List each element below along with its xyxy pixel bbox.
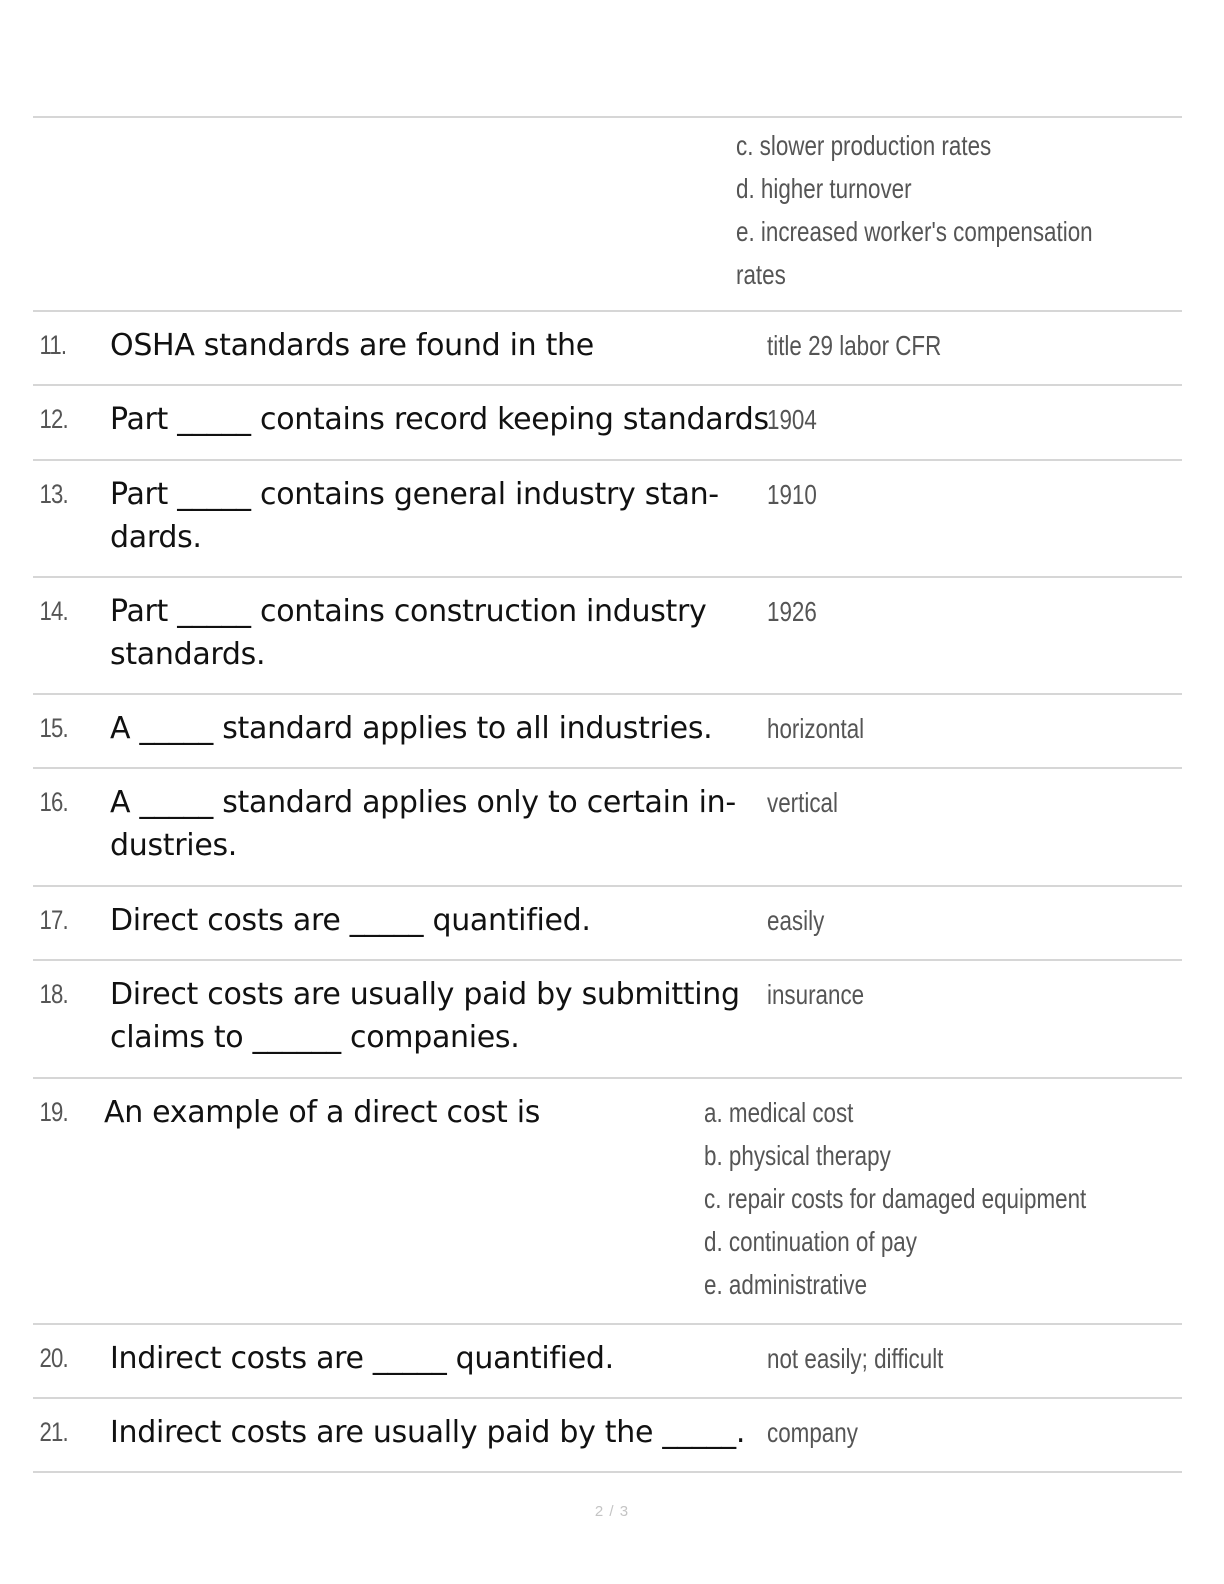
row-number: 20. — [39, 1343, 68, 1373]
answer-line: 1904 — [767, 404, 817, 435]
row-number: 19. — [39, 1097, 68, 1127]
row-question: Part _____ contains general industry stan-dards. — [110, 477, 719, 555]
answer-line: e. administrative — [704, 1269, 868, 1300]
row-answer — [767, 961, 1099, 1016]
answer-line: easily — [767, 905, 825, 936]
row-answer — [704, 1079, 1086, 1306]
answer-line: rates — [736, 259, 787, 290]
row-question: Direct costs are usually paid by submitting claims to ______ companies. — [110, 977, 740, 1055]
table-row — [33, 1323, 1182, 1397]
row-answer — [767, 461, 1099, 516]
table-row — [33, 459, 1182, 576]
row-question: An example of a direct cost is — [103, 1095, 541, 1130]
row-answer — [767, 695, 1099, 750]
row-number — [33, 118, 94, 130]
answer-line: d. continuation of pay — [704, 1226, 918, 1257]
answer-line: vertical — [767, 787, 838, 818]
row-number: 15. — [39, 713, 68, 743]
row-answer — [767, 769, 1099, 824]
row-question: Part _____ contains construction industry standards. — [110, 594, 707, 672]
row-number: 12. — [39, 404, 68, 434]
answer-line: not easily; difficult — [767, 1343, 944, 1374]
continuation-row — [33, 116, 1182, 310]
row-answer — [736, 118, 1093, 296]
row-answer — [767, 1325, 1099, 1380]
row-question — [107, 118, 736, 130]
answer-line: 1926 — [767, 596, 817, 627]
row-number: 13. — [39, 479, 68, 509]
row-question: A _____ standard applies only to certain in-dustries. — [110, 785, 736, 863]
answer-line: title 29 labor CFR — [767, 330, 942, 361]
table-row — [33, 885, 1182, 959]
answer-line: c. repair costs for damaged equipment — [704, 1183, 1087, 1214]
row-number: 14. — [39, 596, 68, 626]
row-number: 16. — [39, 787, 68, 817]
row-number: 18. — [39, 979, 68, 1009]
row-number: 21. — [39, 1417, 68, 1447]
row-question: Indirect costs are usually paid by the _____. — [110, 1415, 746, 1450]
answer-line: c. slower production rates — [736, 130, 992, 161]
table-row — [33, 959, 1182, 1077]
row-answer — [767, 386, 1099, 441]
table-row — [33, 576, 1182, 693]
row-number: 17. — [39, 905, 68, 935]
table-row — [33, 693, 1182, 767]
table-row — [33, 1077, 1182, 1323]
row-answer — [767, 312, 1099, 367]
row-answer — [767, 887, 1099, 942]
flashcard-table — [33, 116, 1182, 1473]
answer-line: 1910 — [767, 479, 817, 510]
row-answer — [767, 578, 1099, 633]
row-question: A _____ standard applies to all industries. — [110, 711, 713, 746]
row-number: 11. — [39, 330, 67, 360]
row-question: Part _____ contains record keeping standards — [110, 402, 769, 437]
row-question: Direct costs are _____ quantified. — [110, 903, 591, 938]
table-row — [33, 767, 1182, 885]
answer-line: b. physical therapy — [704, 1140, 891, 1171]
table-row — [33, 384, 1182, 459]
row-answer — [767, 1399, 1099, 1454]
page-indicator: 2 / 3 — [594, 1503, 630, 1520]
row-question: OSHA standards are found in the — [110, 328, 594, 363]
answer-line: horizontal — [767, 713, 865, 744]
answer-line: e. increased worker's compensation — [736, 216, 1093, 247]
table-row — [33, 1397, 1182, 1473]
answer-line: company — [767, 1417, 858, 1448]
table-row — [33, 310, 1182, 384]
answer-line: d. higher turnover — [736, 173, 912, 204]
answer-line: a. medical cost — [704, 1097, 854, 1128]
row-question: Indirect costs are _____ quantified. — [110, 1341, 614, 1376]
answer-line: insurance — [767, 979, 865, 1010]
